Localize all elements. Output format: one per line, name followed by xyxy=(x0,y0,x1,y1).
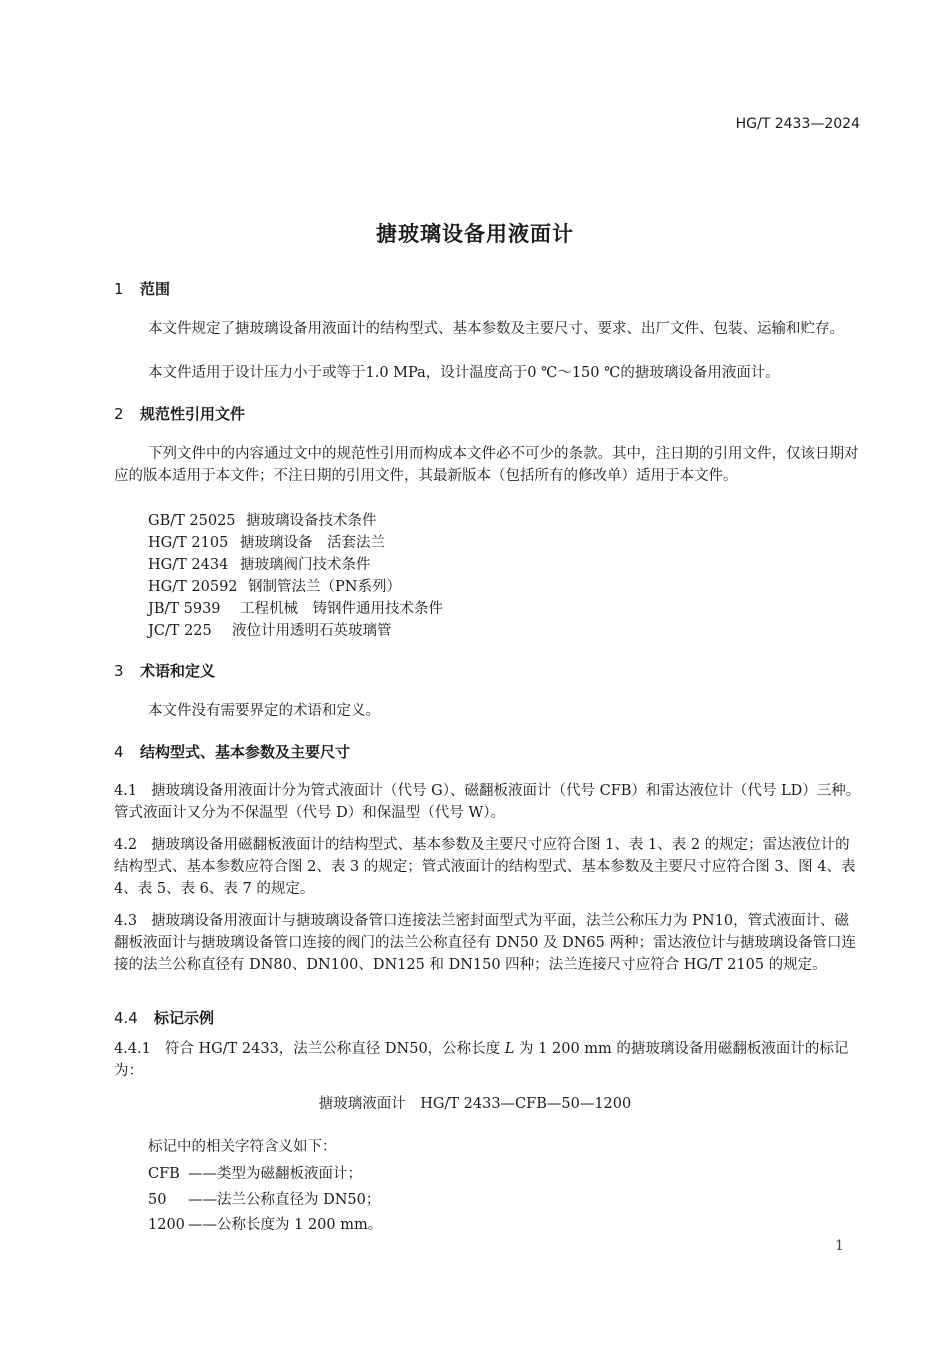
clause-4-2 xyxy=(114,834,862,900)
page-number: 1 xyxy=(835,1238,844,1254)
clause-number: 4.2 xyxy=(114,837,138,853)
variable-L: L xyxy=(504,1041,515,1057)
clause-number: 4.1 xyxy=(114,783,138,799)
clause-number: 4.4 xyxy=(114,1009,138,1027)
section-title: 结构型式、基本参数及主要尺寸 xyxy=(140,743,351,761)
section-number: 2 xyxy=(114,405,124,423)
scope-paragraph-2: 本文件适用于设计压力小于或等于1.0 MPa，设计温度高于0 ℃～150 ℃的搪玻璃设备用液面计。 xyxy=(148,365,780,381)
reference-code: HG/T 20592 xyxy=(148,579,238,595)
section-title: 规范性引用文件 xyxy=(140,405,246,423)
legend-key: 50 xyxy=(148,1192,167,1208)
reference-title: 搪玻璃设备 活套法兰 xyxy=(240,535,385,551)
scope-paragraph-1: 本文件规定了搪玻璃设备用液面计的结构型式、基本参数及主要尺寸、要求、出厂文件、包装、运输和贮存。 xyxy=(148,321,844,337)
document-title: 搪玻璃设备用液面计 xyxy=(376,222,574,246)
clause-text: 搪玻璃设备用液面计与搪玻璃设备管口连接法兰密封面型式为平面，法兰公称压力为 PN10，管式液面计、磁翻板液面计与搪玻璃设备管口连接的阀门的法兰公称直径有 DN50 及 DN65 两种；雷达液位计与搪玻璃设备管口连接的法兰公称直径有 DN80、DN100、DN125 和 DN150 四种；法兰连接尺寸应符合 HG/T 2105 的规定。 xyxy=(114,913,856,973)
reference-code: HG/T 2434 xyxy=(148,557,229,573)
clause-text: 搪玻璃设备用磁翻板液面计的结构型式、基本参数及主要尺寸应符合图 1、表 1、表 2 的规定；雷达液位计的结构型式、基本参数应符合图 2、表 3 的规定；管式液面计的结构型式、基本参数及主要尺寸应符合图 3、图 4、表 4、表 5、表 6、表 7 的规定。 xyxy=(114,837,856,897)
section-1-heading xyxy=(114,278,170,299)
section-title: 范围 xyxy=(140,280,171,298)
legend-intro: 标记中的相关字符含义如下： xyxy=(148,1139,337,1155)
reference-code: GB/T 25025 xyxy=(148,513,236,529)
legend-text: ——类型为磁翻板液面计； xyxy=(188,1166,362,1182)
legend-text: ——法兰公称直径为 DN50； xyxy=(188,1192,381,1208)
section-number: 4 xyxy=(114,743,124,761)
reference-title: 液位计用透明石英玻璃管 xyxy=(232,623,392,639)
legend-key: 1200 xyxy=(148,1217,185,1233)
clause-text: 搪玻璃设备用液面计分为管式液面计（代号 G）、磁翻板液面计（代号 CFB）和雷达液位计（代号 LD）三种。管式液面计又分为不保温型（代号 D）和保温型（代号 W）。 xyxy=(114,783,861,821)
reference-item xyxy=(148,553,371,574)
clause-text-before: 符合 HG/T 2433，法兰公称直径 DN50，公称长度 xyxy=(164,1041,505,1057)
clause-text-after: 为 1 200 mm 的搪玻璃设备用磁翻板液面计的标记为： xyxy=(114,1041,849,1079)
clause-4-4-1 xyxy=(114,1038,862,1082)
section-2-heading xyxy=(114,403,245,424)
section-number: 3 xyxy=(114,662,124,680)
reference-title: 钢制管法兰（PN系列） xyxy=(248,579,401,595)
section-title: 术语和定义 xyxy=(140,662,216,680)
reference-title: 工程机械 铸钢件通用技术条件 xyxy=(240,601,443,617)
reference-item xyxy=(148,597,443,618)
clause-title: 标记示例 xyxy=(154,1009,215,1027)
terms-paragraph: 本文件没有需要界定的术语和定义。 xyxy=(148,703,380,719)
clause-4-1 xyxy=(114,780,862,824)
clause-4-3 xyxy=(114,910,862,976)
reference-title: 搪玻璃阀门技术条件 xyxy=(240,557,371,573)
reference-item xyxy=(148,575,401,596)
legend-row xyxy=(148,1188,380,1209)
reference-code: JB/T 5939 xyxy=(148,601,221,617)
reference-item xyxy=(148,509,377,530)
section-3-heading xyxy=(114,660,215,681)
reference-item xyxy=(148,619,392,640)
legend-key: CFB xyxy=(148,1166,180,1182)
reference-code: JC/T 225 xyxy=(148,623,212,639)
clause-number: 4.3 xyxy=(114,913,138,929)
reference-item xyxy=(148,531,385,552)
legend-row xyxy=(148,1162,362,1183)
clause-4-4-heading xyxy=(114,1007,214,1028)
marking-example: 搪玻璃液面计 HG/T 2433—CFB—50—1200 xyxy=(318,1096,632,1112)
section-4-heading xyxy=(114,741,350,762)
reference-code: HG/T 2105 xyxy=(148,535,229,551)
legend-row xyxy=(148,1213,382,1234)
clause-number: 4.4.1 xyxy=(114,1041,151,1057)
reference-title: 搪玻璃设备技术条件 xyxy=(246,513,377,529)
standard-code: HG/T 2433—2024 xyxy=(735,116,860,132)
references-intro: 下列文件中的内容通过文中的规范性引用而构成本文件必不可少的条款。其中，注日期的引用文件，仅该日期对应的版本适用于本文件；不注日期的引用文件，其最新版本（包括所有的修改单）适用于本文件。 xyxy=(114,446,859,484)
legend-text: ——公称长度为 1 200 mm。 xyxy=(188,1217,383,1233)
section-number: 1 xyxy=(114,280,124,298)
